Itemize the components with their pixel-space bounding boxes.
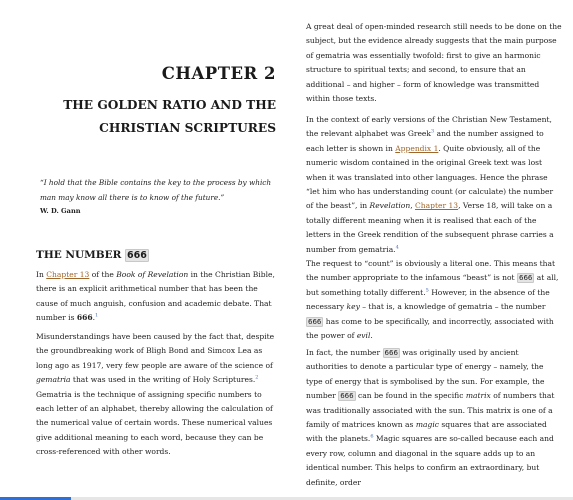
footnote-link-6[interactable]: 6 [370, 433, 374, 440]
book-title: Book of Revelation [116, 270, 189, 279]
search-highlight: 666 [308, 317, 322, 326]
chapter-13-link[interactable]: Chapter 13 [415, 201, 459, 211]
footnote-link-2[interactable]: 2 [255, 374, 259, 381]
number-666: 666 [76, 313, 93, 323]
footnote-link-5[interactable]: 5 [425, 287, 429, 294]
chapter-subtitle-line1: THE GOLDEN RATIO AND THE [63, 98, 276, 112]
paragraph: In fact, the number 666 was originally used by ancient authorities to denote a particular type of energy – namely, the type of energy that is symbolised by the sun. For example, the number 666 can be found in the specific matrix of numbers that was traditionally associated with the sun. This matrix is one of a family of matrices known as magic squares that are associated with the planets.$^6$ Magic squares are so-called because each and every row, column and diagonal in the square adds up to an identical number. This helps to confirm an extraordinary, but definite, order [306, 348, 555, 487]
section-heading [36, 247, 149, 264]
chapter-13-link[interactable]: Chapter 13 [46, 270, 90, 279]
right-page [286, 0, 573, 492]
paragraph: In the context of early versions of the Christian New Testament, the relevant alphabet was Greek$^3$ and the number assigned to each letter is shown in Appendix 1. Quite obviously, all of the numeric wisdom contained in the original Greek text was lost when it was translated into other languages. Hence the phrase “let him who has understanding count (or calculate) the number of the beast”, in Revelation, Chapter 13, Verse 18, will take on a totally different meaning when it is realised that each of the letters in the Greek rendition of the subsequent phrase carries a number from gematria.$^4$ [306, 115, 554, 254]
epigraph-quote: “I hold that the Bible contains the key to the process by which man may know all there is to know of the future.” [40, 178, 272, 202]
appendix-1-link[interactable]: Appendix 1 [395, 143, 439, 153]
paragraph: Misunderstandings have been caused by the fact that, despite the groundbreaking work of Bligh Bond and Simcox Lea as long ago as 1917, very few people are aware of the science of gematria that was used in the writing of Holy Scriptures.$^2$ Gematria is the technique of assigning specific numbers to each letter of an alphabet, thereby allowing the calculation of the numerical value of certain words. These numerical values give additional meaning to each word, because they can be cross-referenced with other words. [36, 332, 275, 457]
chapter-subtitle-line2: CHRISTIAN SCRIPTURES [99, 121, 276, 135]
search-highlight: 666 [518, 274, 533, 283]
chapter-subtitle [63, 94, 276, 140]
search-highlight: 666 [127, 250, 147, 261]
search-highlight: 666 [384, 349, 398, 357]
footnote-link-1[interactable]: 1 [95, 312, 99, 319]
footnote-link-3[interactable]: 3 [430, 128, 435, 135]
chapter-title: CHAPTER 2 [161, 64, 276, 83]
paragraph: A great deal of open-minded research still needs to be done on the subject, but the evidence already suggests that the main purpose of gematria was essentially twofold: first to give an harmonic structure to spiritual texts; and second, to ensure that an additional – and higher – form of knowledge was transmitted within those texts. [306, 22, 562, 104]
paragraph: The request to “count” is obviously a literal one. This means that the number appropriate to the infamous “beast” is not 666 at all, but something totally different.$^5$ However, in the absence of the necessary key – that is, a knowledge of gematria – the number 666 has come to be specifically, and incorrectly, associated with the power of evil. [306, 259, 559, 341]
paragraph: In Chapter 13 of the Book of Revelation in the Christian Bible, there is an explicit arithmetical number that has been the cause of much anguish, confusion and academic debate. That number is 666.$^1$ [36, 270, 275, 323]
left-page [0, 0, 286, 492]
epigraph-author: W. D. Gann [40, 207, 81, 215]
footnote-link-4[interactable]: 4 [395, 244, 399, 251]
section-heading-text: THE NUMBER [36, 249, 122, 261]
search-highlight: 666 [340, 392, 354, 401]
